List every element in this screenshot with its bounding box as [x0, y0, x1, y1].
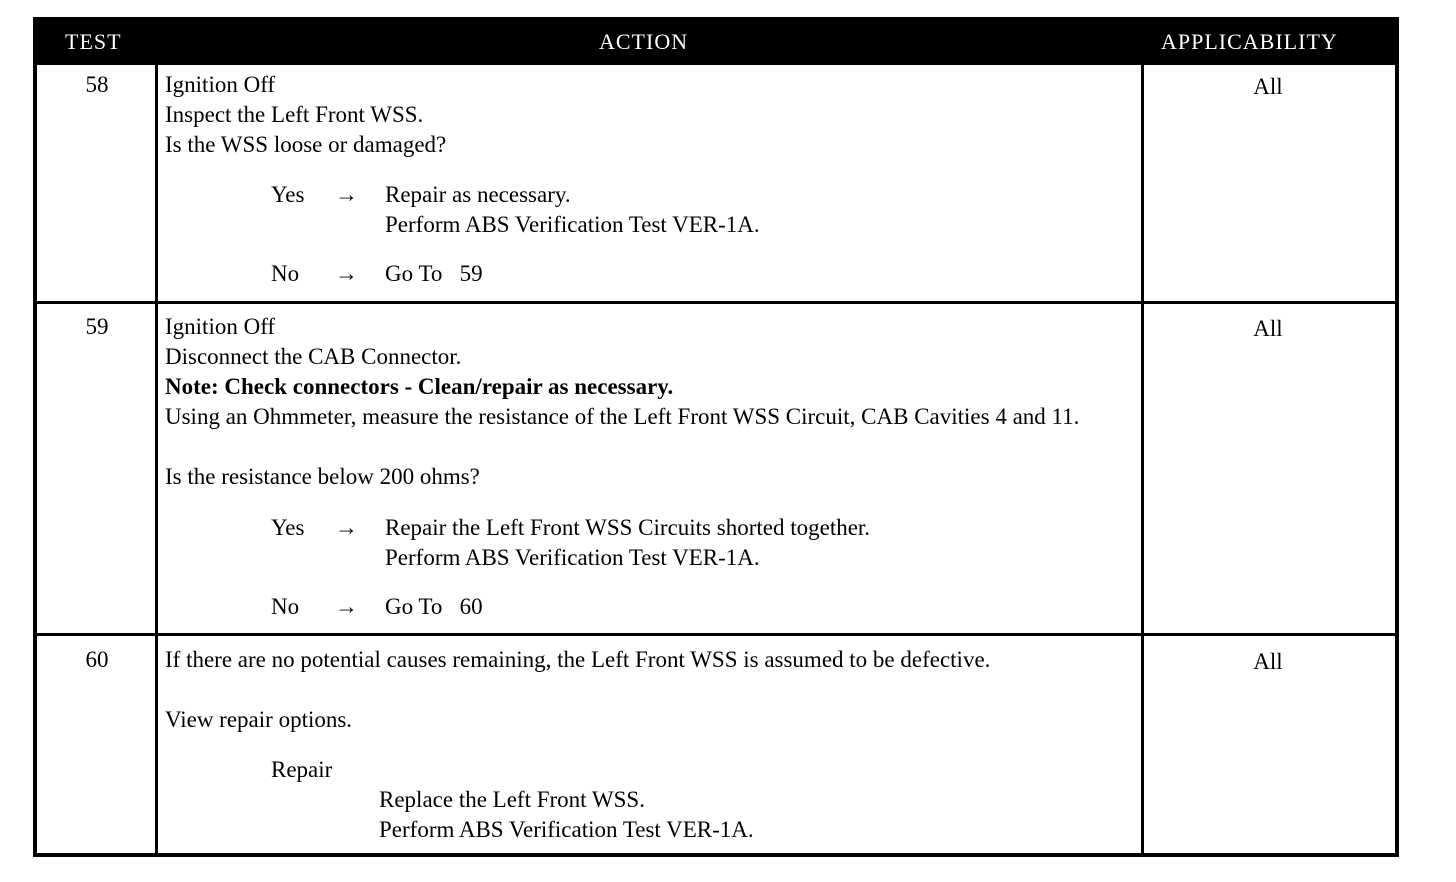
repair-step: Perform ABS Verification Test VER-1A. [379, 817, 754, 842]
arrow-icon: → [335, 515, 358, 540]
yes-result: Repair the Left Front WSS Circuits shorted together. [385, 515, 871, 540]
header-action: ACTION [599, 29, 689, 54]
action-paragraph: If there are no potential causes remaining, the Left Front WSS is assumed to be defective. [165, 647, 991, 672]
no-result: Go To 60 [385, 594, 483, 619]
yes-result: Perform ABS Verification Test VER-1A. [385, 212, 760, 237]
applicability-value: All [1253, 316, 1283, 341]
column-divider [1141, 21, 1144, 853]
column-divider [155, 21, 158, 853]
table-header [37, 21, 1395, 65]
action-line: Disconnect the CAB Connector. [165, 344, 462, 369]
header-test: TEST [65, 29, 122, 54]
test-number: 59 [85, 314, 109, 339]
yes-label: Yes [271, 515, 305, 540]
row-divider [37, 301, 1395, 304]
test-number: 58 [85, 72, 109, 97]
action-question: Is the resistance below 200 ohms? [165, 464, 480, 489]
arrow-icon: → [335, 182, 358, 207]
action-line: Ignition Off [165, 314, 276, 339]
test-number: 60 [85, 647, 109, 672]
no-result: Go To 59 [385, 261, 483, 286]
yes-label: Yes [271, 182, 305, 207]
header-applicability: APPLICABILITY [1161, 29, 1338, 54]
arrow-icon: → [335, 261, 358, 286]
no-label: No [271, 261, 300, 286]
no-label: No [271, 594, 300, 619]
repair-step: Replace the Left Front WSS. [379, 787, 645, 812]
yes-result: Perform ABS Verification Test VER-1A. [385, 545, 760, 570]
applicability-value: All [1253, 74, 1283, 99]
action-line: Inspect the Left Front WSS. [165, 102, 424, 127]
row-divider [37, 633, 1395, 636]
arrow-icon: → [335, 594, 358, 619]
diagnostic-table [33, 17, 1399, 857]
action-paragraph: Using an Ohmmeter, measure the resistance of the Left Front WSS Circuit, CAB Cavities 4 and 11. [165, 404, 1080, 429]
note-text: Note: Check connectors - Clean/repair as necessary. [165, 374, 674, 399]
yes-result: Repair as necessary. [385, 182, 571, 207]
repair-label: Repair [271, 757, 333, 782]
applicability-value: All [1253, 649, 1283, 674]
action-line: View repair options. [165, 707, 353, 732]
action-line: Ignition Off [165, 72, 276, 97]
action-line: Is the WSS loose or damaged? [165, 132, 447, 157]
